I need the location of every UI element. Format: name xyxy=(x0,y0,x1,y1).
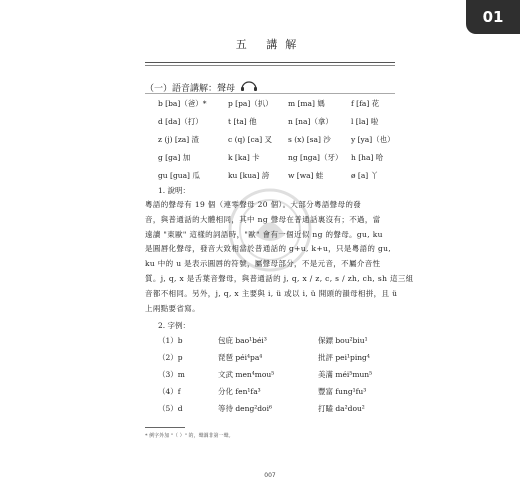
example-word: 打瞌 da²dou² xyxy=(318,404,365,413)
example-number: （3）m xyxy=(158,370,185,379)
initial-item: y [ya]（也） xyxy=(351,135,395,144)
initial-item: c (q) [ca] 叉 xyxy=(228,135,273,144)
explanation-paragraph xyxy=(145,198,414,316)
paragraph-line: 音都不相同。另外，j, q, x 主要與 i, ü 或以 i, ü 開頭的韻母相拼，且 ü xyxy=(145,288,398,298)
initial-item: w [wa] 蛙 xyxy=(288,171,324,180)
initial-item: t [ta] 他 xyxy=(228,117,257,126)
section-title: 五 講解 xyxy=(235,38,305,51)
initial-item: p [pa]（扒） xyxy=(228,99,273,108)
paragraph-line: 遠讀 "東歐" 這樣的詞語時，"歐" 會有一個近似 ng 的聲母。gu, ku xyxy=(145,229,383,239)
example-word: 文武 men⁴mou⁵ xyxy=(218,370,275,379)
example-word: 分化 fen¹fa³ xyxy=(218,387,261,396)
initial-item: ø [a] 丫 xyxy=(351,171,379,180)
initial-item: f [fa] 花 xyxy=(351,99,380,108)
initial-item: gu [gua] 瓜 xyxy=(158,171,200,180)
subhead-label: （一）語音講解：聲母 xyxy=(145,84,236,94)
paragraph-line: 粵語的聲母有 19 個（連零聲母 20 個）。大部分粵語聲母的發 xyxy=(145,200,362,209)
footnote-rule xyxy=(145,427,185,428)
initial-item: z (j) [za] 渣 xyxy=(158,135,200,144)
example-word: 批評 pei¹ping⁴ xyxy=(318,353,370,362)
initial-item: ng [nga]（牙） xyxy=(288,153,343,162)
subhead-rule xyxy=(145,93,395,94)
example-number: （4）f xyxy=(158,387,181,396)
example-word: 等待 deng²doi⁶ xyxy=(218,404,272,413)
initial-item: d [da]（打） xyxy=(158,117,203,126)
initial-item: b [ba]（爸）* xyxy=(158,99,207,108)
initial-item: s (x) [sa] 沙 xyxy=(288,135,331,144)
initial-item: l [la] 啦 xyxy=(351,117,379,126)
paragraph-line: 音，與普通話的大體相同，其中 ng 聲母在普通話裏沒有；不過，當 xyxy=(145,214,381,224)
initial-item: g [ga] 加 xyxy=(158,153,191,162)
example-word: 豐富 fung¹fu³ xyxy=(318,387,367,396)
paragraph-line: ku 中的 u 是表示圓唇的符號，屬聲母部分，不是元音，不屬介音性 xyxy=(145,259,381,269)
paragraph-line: 上兩點要省寫。 xyxy=(145,303,200,313)
initial-item: m [ma] 媽 xyxy=(288,99,325,108)
example-word: 保鏢 bou²biu¹ xyxy=(318,336,368,345)
initial-item: ku [kua] 誇 xyxy=(228,171,270,180)
example-number: （1）b xyxy=(158,336,183,345)
example-number: （2）p xyxy=(158,353,183,362)
example-word: 美滿 méi⁵mun⁵ xyxy=(318,370,373,379)
example-word: 琵琶 péi⁴pa⁴ xyxy=(218,353,263,362)
title-rule xyxy=(145,62,395,63)
example-word: 包庇 bao¹béi³ xyxy=(218,336,267,345)
initial-item: k [ka] 卡 xyxy=(228,153,260,162)
initial-item: h [ha] 哈 xyxy=(351,153,384,162)
initial-item: n [na]（拿） xyxy=(288,117,333,126)
paragraph-line: 質。j, q, x 是舌葉音聲母，與普通話的 j, q, x / z, c, s / zh, ch, sh 這三組 xyxy=(145,273,414,283)
example-number: （5）d xyxy=(158,404,183,413)
page-number: 007 xyxy=(264,472,276,479)
footnote: * 例字外加 "（ ）" 的，聲調非第一聲。 xyxy=(145,433,234,439)
examples-heading: 2. 字例： xyxy=(158,321,191,330)
paragraph-line: 是圓唇化聲母，發音大致相當於普通話的 g+u, k+u，只是粵語的 gu, xyxy=(145,244,392,254)
explanation-heading: 1. 說明： xyxy=(158,186,191,195)
initials-table xyxy=(158,98,408,181)
title-rule-thin xyxy=(145,65,395,66)
chapter-tab: 01 xyxy=(466,0,520,34)
examples-list xyxy=(158,335,408,414)
